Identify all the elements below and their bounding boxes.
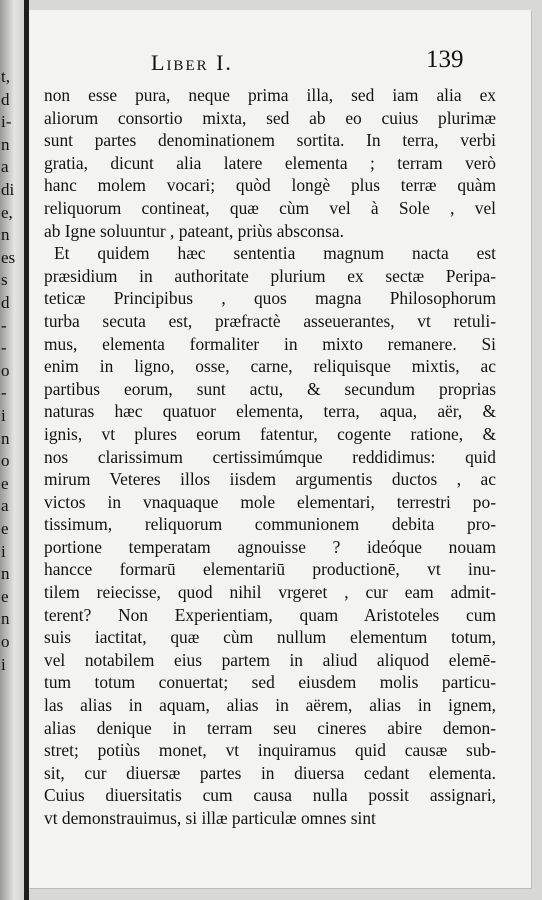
text-line: non esse pura, neque prima illa, sed iam alia ex <box>44 85 496 105</box>
margin-fragment: a <box>1 496 9 516</box>
margin-fragment: d <box>1 89 10 109</box>
text-line: portione temperatam agnouisse ? ideóque nouam <box>44 536 496 557</box>
margin-fragment: i <box>1 541 6 561</box>
text-line: præsidium in authoritate plurium ex sectæ Peripa- <box>44 265 496 286</box>
text-line: enim in ligno, osse, carne, reliquisque mixtis, ac <box>44 356 496 377</box>
margin-fragment: n <box>1 564 10 584</box>
text-line: mirum Veteres illos iisdem argumentis ductos , ac <box>44 469 496 490</box>
margin-fragment: - <box>1 383 7 403</box>
page-number: 139 <box>426 46 464 73</box>
margin-fragment: s <box>1 270 8 290</box>
text-line: hanc molem vocari; quòd longè plus terræ quàm <box>44 175 496 196</box>
text-line: aliorum consortio mixta, sed ab eo cuius plurimæ <box>44 107 496 128</box>
margin-fragment: n <box>1 134 10 154</box>
margin-fragment: n <box>1 225 10 245</box>
margin-fragment: es <box>1 247 16 267</box>
text-line: tilem reiecisse, quod nihil vrgeret , cur eam admit- <box>44 582 496 603</box>
text-line: teticæ Principibus , quos magna Philosophorum <box>44 288 496 309</box>
margin-fragment: i- <box>1 112 12 132</box>
margin-fragment: i <box>1 654 6 674</box>
text-line: vt demonstrauimus, si illæ particulæ omnes sint <box>44 808 376 828</box>
text-line: ab Igne soluuntur , pateant, priùs absconsa. <box>44 220 344 241</box>
text-line: alias denique in terram seu cineres abire demon- <box>44 717 496 738</box>
text-line: gratia, dicunt alia latere elementa ; terram verò <box>44 152 496 173</box>
text-line: nos clarissimum certissimúmque reddidimus: quid <box>44 446 496 467</box>
text-line: ignis, vt plures eorum fatentur, cogente ratione, & <box>44 423 496 444</box>
text-line: las alias in aquam, alias in aërem, alias in ignem, <box>44 695 496 716</box>
margin-fragment: t, <box>1 67 10 86</box>
book-page <box>29 10 531 888</box>
margin-fragment: e <box>1 473 9 493</box>
margin-fragment: - <box>1 315 7 335</box>
margin-fragment: o <box>1 451 10 471</box>
text-line: vel notabilem eius partem in aliud aliquod elemē- <box>44 649 496 670</box>
running-head <box>29 46 531 86</box>
text-line: partibus eorum, sunt actu, & secundum proprias <box>44 378 496 399</box>
margin-fragment: o <box>1 360 10 380</box>
text-line: turba secuta est, præfractè asseuerantes, vt retuli- <box>44 310 496 331</box>
margin-fragment: e, <box>1 202 13 222</box>
margin-fragment: i <box>1 406 6 425</box>
margin-fragment: n <box>1 609 10 629</box>
text-line: mus, elementa formaliter in mixto remanere. Si <box>44 333 496 354</box>
margin-fragment: e <box>1 586 9 606</box>
text-line: sit, cur diuersæ partes in diuersa cedant elementa. <box>44 762 496 783</box>
margin-fragment: e <box>1 519 9 538</box>
body-text <box>44 84 496 830</box>
margin-fragment: - <box>1 338 7 358</box>
previous-page-edge <box>0 0 26 900</box>
margin-fragment: a <box>1 157 9 177</box>
text-line: stret; potiùs monet, vt inquiramus quid causæ sub- <box>44 740 496 761</box>
running-head-title: Liber I. <box>151 50 233 75</box>
text-line: terent? Non Experientiam, quam Aristoteles cum <box>44 604 496 625</box>
text-line: Cuius diuersitatis cum causa nulla possit assignari, <box>44 785 496 806</box>
text-line: reliquorum contineat, quæ cùm vel à Sole , vel <box>44 197 496 218</box>
text-line: victos in vnaquaque mole elementari, terrestri po- <box>44 491 496 512</box>
margin-fragment: di <box>1 180 15 199</box>
text-line: hancce formarū elementariū productionē, vt inu- <box>44 559 496 580</box>
text-line: sunt partes denominationem sortita. In terra, verbi <box>44 130 496 151</box>
margin-fragment: d <box>1 293 10 312</box>
text-line: suis iactitat, quæ cùm nullum elementum totum, <box>44 627 496 648</box>
margin-fragment: n <box>1 428 10 448</box>
text-line: Et quidem hæc sententia magnum nacta est <box>54 243 496 264</box>
text-line: naturas hæc quatuor elementa, terra, aqua, aër, & <box>44 401 496 422</box>
margin-fragment: o <box>1 632 10 651</box>
text-line: tissimum, reliquorum communionem debita pro- <box>44 514 496 535</box>
text-line: tum totum conuertat; sed eiusdem molis particu- <box>44 672 496 693</box>
